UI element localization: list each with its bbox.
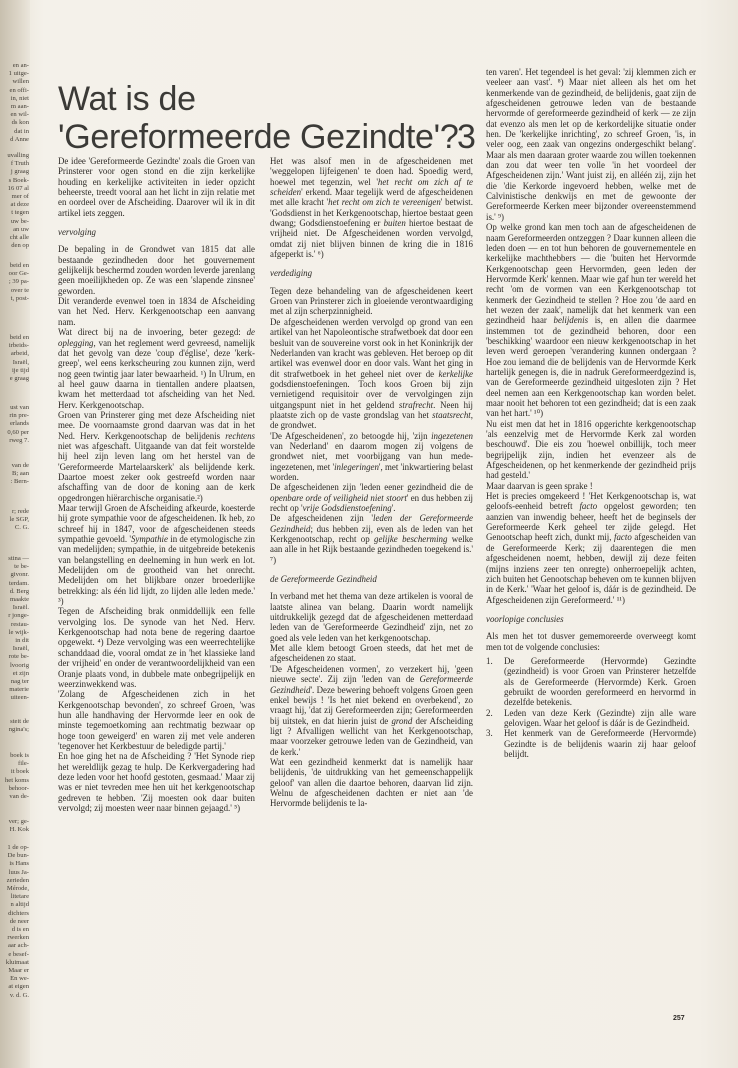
list-item: [486, 728, 696, 759]
paragraph: [270, 664, 473, 757]
paragraph: [270, 431, 473, 483]
text-run: Het is precies omgekeerd ! 'Het Kerkgenootschap is, wat geloofs-eenheid betreft: [486, 491, 696, 512]
text-run: De afgescheidenen zijn ': [270, 513, 374, 524]
text-run: 'De Afgescheidenen', zo betoogde hij, 'zijn: [270, 430, 432, 441]
paragraph: [58, 410, 255, 503]
paragraph: Nu eist men dat het in 1816 opgerichte kerkgenootschap 'als eenzelvig met de Hervormde Kerk zal worden beschouwd'. Die eis zou 'hoewel onbillijk, toch meer begrijpelijk zijn, indien het evenzeer als de Afgescheidenen, op het kenmerkende der gezindheid prijs had gesteld.': [486, 418, 696, 481]
emphasis: het recht om zich te vereenigen: [328, 197, 441, 208]
paragraph: De bepaling in de Grondwet van 1815 dat alle bestaande gezindheden door het gouvernement gelijkelijk beschermd zouden worden leverde jarenlang geen moeilijkheden op. Ze was een 'slapende zinsnee' geworden.: [58, 244, 255, 296]
text-run: ', met 'inkwartiering belast worden.: [270, 461, 473, 482]
text-run: hiertoe bestaat de vrijheid niet. De Afgescheidenen worden vervolgd, omdat zij niet blijven binnen de kring die in 1816 afgeperkt is.' ⁶): [270, 218, 473, 260]
gutter-fragment: ust van rin pre- erlands 0,60 per rweg 7.: [7, 404, 29, 444]
text-run: '.: [391, 503, 396, 513]
text-run: . Neen hij plaatste zich op de vaste grondslag van het: [270, 399, 473, 420]
text-column-2: [270, 156, 473, 809]
part-number: 3: [457, 118, 476, 156]
emphasis: rechtens: [225, 430, 255, 441]
emphasis: ingezetenen: [431, 430, 473, 441]
list-item: [486, 708, 696, 729]
emphasis: de oplegging: [58, 327, 255, 348]
gutter-fragment: stina — te be- givonr. terdam. d. Berg maakte Israël. r jonge- restau- le wijk- in dit Israël, rote be- lvoorig et zijn nag ter materie uiteen-: [8, 555, 29, 702]
section-heading: verdediging: [270, 268, 313, 279]
emphasis: inlegeringen: [334, 461, 379, 472]
text-run: Maar terwijl Groen de Afscheiding afkeurde, koesterde hij grote sympathie voor de afgescheidenen. Ik heb, zo schreef hij in 1847, voor de afgescheidenen steeds sympathie gevoeld. ': [58, 503, 255, 545]
paragraph: [58, 327, 255, 410]
emphasis: kerkelijke: [438, 368, 473, 379]
emphasis: grond: [391, 715, 413, 726]
paragraph: Als men het tot dusver gememoreerde overweegt komt men tot de volgende conclusies:: [486, 631, 696, 652]
previous-page-gutter: [0, 0, 30, 1068]
section-heading: vervolging: [58, 227, 96, 238]
text-run: niet was afgeschaft. Uitgaande van dat feit worstelde hij heel zijn leven lang om het herstel van de 'Gereformeerde Martelaarskerk' als belijdende kerk. Daartoe moest zeker ook gestreefd worden naar afschaffing van de door de koning aan de kerk opgedrongen hiërarchische organisatie.²): [58, 440, 255, 503]
text-run: , van het reglement werd gevreesd, namelijk dat het gevolg van deze 'coup d'église', deze 'kerk-greep', wel eens kerkscheuring zou kunnen zijn, werd nog geen twintig jaar later bewaarheid. ¹) In Ulrum, en al heel gauw daarna in tientallen andere plaatsen, kwam het metterdaad tot afscheiding van het Ned. Herv. Kerkgenootschap.: [58, 337, 255, 410]
paragraph: Dit veranderde evenwel toen in 1834 de Afscheiding van het Ned. Herv. Kerkgenootschap een aanvang nam.: [58, 296, 255, 327]
list-number: 1.: [486, 655, 493, 666]
emphasis: buiten: [383, 218, 406, 229]
emphasis: staatsrecht: [432, 409, 471, 420]
text-column-3: [486, 67, 696, 759]
text-run: '. Deze bewering behoeft volgens Groen geen enkel bewijs ! 'Is het niet bekend en overbekend', zo vraagt hij, 'dat zij Gereformeerden zijn; Gereformeerden bij uitstek, en dat hierin juist de: [270, 684, 473, 726]
conclusions-list: [486, 656, 696, 759]
text-run: ; dus hebben zij, even als de leden van het Kerkgenootschap, recht op: [270, 523, 473, 545]
list-text: Leden van deze Kerk (Gezindte) zijn alle ware gelovigen. Waar het geloof is dáár is de Gezindheid.: [504, 707, 696, 728]
text-run: Groen van Prinsterer ging met deze Afscheiding niet mee. De voornaamste grond daarvan was dat in het Ned. Herv. Kerkgenootschap de belijdenis: [58, 409, 255, 441]
emphasis: gelijke bescherming: [374, 534, 448, 545]
emphasis: facto: [579, 501, 598, 512]
paragraph: Tegen de Afscheiding brak onmiddellijk een felle vervolging los. De synode van het Ned. Herv. Kerkgenootschap had nota bene de regering daartoe opgewekt. ⁴) Deze vervolging was een weerrechtelijke schanddaad die, vooral omdat ze in 'het klassieke land der vrijheid' en onder de verantwoordelijkheid van een Oranje plaats vond, in dubbele mate onbegrijpelijk en weerzinwekkend was.: [58, 606, 255, 689]
gutter-fragment: r; rede le SGP, C. G.: [9, 508, 29, 532]
article-title: [58, 80, 478, 156]
article-title-line: 'Gereformeerde Gezindte'?: [58, 118, 459, 156]
gutter-fragment: steit de ngina's;: [8, 718, 29, 734]
text-run: Op welke grond kan men toch aan de afgescheidenen de naam Gereformeerden ontzeggen ? Daar kunnen alleen die leden doen — en tot hun behoren de gouvernementele en kerkelijke machthebbers — die 'buiten het Hervormde Kerkgenootschap geen Hervormden, geen leden der Hervormde Kerk' kennen. Maar wie gaf hun ter wereld het recht 'om de vormen van een Kerkgenootschap tot kenmerk der Gezindheid te stellen ? Hoe zou 'de aard en het wezen der zaak', namelijk dat het kenmerk van een gezindheid haar: [486, 222, 696, 326]
text-run: , de grondwet.: [270, 409, 473, 431]
list-text: De Gereformeerde (Hervormde) Gezindte (gezindheid) is voor Groen van Prinsterer hetzelfde als de Gereformeerde (Hervormde) Kerk. Groen gebruikt de woorden gereformeerd en hervormd in dezelfde betekenis.: [504, 655, 696, 708]
text-run: in de etymologische zin van medelijden; sympathie, in de uitgebreide betekenis van belangstelling en deelneming in hun werk en lot. Medelijden om de grootheid van het onrecht. Medelijden om het blijkbare onzer broederlijke betrekking: als één lid lijdt, zo lijden alle leden mede.' ³): [58, 534, 255, 607]
emphasis: facto: [614, 532, 632, 543]
emphasis: strafrecht: [398, 399, 434, 410]
paragraph: [58, 503, 255, 606]
text-run: ' erkend. Maar tegelijk werd de afgescheidenen met alle kracht ': [270, 187, 473, 208]
gutter-fragment: 1 de op- De bun- is Hans luus Ja- zerieden Mérode, litetare n altijd dichters de neer d is en rwerken aar ach- e besef- kluimaat Maar er En we- at eigen v. d. G.: [5, 844, 29, 999]
list-number: 3.: [486, 728, 493, 739]
text-run: Wat direct bij na de invoering, beter gezegd:: [58, 327, 247, 338]
gutter-fragment: en an- 1 uitge- willen en offi- in, niet m aan- en wil- ds kon dat in d Anne: [8, 62, 29, 143]
text-run: ' betwist. 'Godsdienst in het Kerkgenootschap, hiertoe bestaat geen dwang; Godsdienstoefening er: [270, 197, 473, 229]
text-run: De afgescheidenen werden vervolgd op grond van een artikel van het Napoleontische strafwetboek dat door een besluit van de souvereine vorst ook in het Koninkrijk der Nederlanden van kracht was gebleven. Het beroep op dit artikel was evenwel door en door vals. Want het ging in dit strafwetboek in het geheel niet over de: [270, 316, 473, 379]
paragraph: En hoe ging het na de Afscheiding ? 'Het Synode riep het wereldlijk gezag te hulp. De Kerkvergadering had deze leden voor het hoofd gestoten, gesmaad.' Maar zij was er niet tevreden mee hen uit het kerkgenootschap gedreven te hebben. 'Zij moesten ook daar buiten vervolgd; zij moesten weer naar binnen gejaagd.' ⁵): [58, 751, 255, 813]
emphasis: Sympathie: [130, 534, 168, 545]
article-title-line: Wat is de: [58, 80, 196, 118]
section-heading: de Gereformeerde Gezindheid: [270, 574, 377, 585]
paragraph: Maar daarvan is geen sprake !: [486, 480, 593, 491]
list-item: [486, 656, 696, 708]
text-run: ' en dus hebben zij recht op ': [270, 492, 473, 513]
emphasis: het recht om zich af te scheiden: [270, 176, 473, 198]
gutter-fragment: van de B; aan : Bern-: [10, 462, 29, 486]
gutter-fragment: boek is file- it boek het koms behoor- van de-: [5, 752, 29, 801]
paragraph: Met alle klem betoogt Groen steeds, dat het met de afgescheidenen zo staat.: [270, 643, 473, 664]
paragraph: Tegen deze behandeling van de afgescheidenen keert Groen van Prinsterer zich in gloeiende verontwaardiging met al zijn scherpzinnigheid.: [270, 285, 473, 317]
page-number: 257: [673, 1015, 685, 1022]
paragraph: ten varen'. Het tegendeel is het geval: 'zij klemmen zich er veeleer aan vast'. ⁸) Maar niet alleen als het om het kenmerkende van de gezindheid, de belijdenis, gaat zijn de afgescheidenen getrouwe leden van de bestaande hervormde of gereformeerde gezindheid of kerk — ze zijn dat evenzo als men let op de kerkordelijke situatie onder hen. De 'kerkelijke inrichting', zo schreef Groen, 'is, in veler oog, een zaak van ongezins ondergeschikt belang'. Maar als men daaraan groter waarde zou willen toekennen dan zou dat weer ten volle 'in het voordeel der Afgescheidenen zijn.' Want juist zij, en alléén zij, zijn het die 'die Kerkorde ingevoerd hebben, welke met de Calvinistische denkwijs en met de gewoonte der Gereformeerde Kerken meer bijzonder overeenstemmend is.' ⁹): [486, 67, 696, 222]
paragraph: [486, 222, 696, 419]
gutter-fragment: uvalling f Truth j graag s Boek- 16 07 al mer of at deze t tegen uw be- an uw cht alle den op: [7, 152, 29, 250]
gutter-fragment: ver; ge- H. Kok: [8, 818, 29, 834]
emphasis: Gereformeerde Gezindheid: [270, 674, 473, 695]
text-run: welke aan alle in het Rijk bestaande gezindheden toegekend is.' ⁷): [270, 534, 473, 565]
text-run: opgelost geworden; ten aanzien van inwendig beheer, heeft het de beginsels der Gereformeerde Kerk geheel ter zijde gelegd. Het Genootschap heeft zich, dunkt mij,: [486, 501, 696, 543]
paragraph: In verband met het thema van deze artikelen is vooral de laatste alinea van belang. Daarin wordt namelijk uitdrukkelijk gezegd dat de afgescheidenen metterdaad leden van de 'Gereformeerde Gezindheid' zijn, net zo goed als vele leden van het kerkgenootschap.: [270, 591, 473, 643]
paragraph: Wat een gezindheid kenmerkt dat is namelijk haar belijdenis, 'de uitdrukking van het gemeenschappelijk geloof' van allen die daartoe behoren, daarvan lid zijn. Welnu de afgescheidenen dachten er niet aan 'de Hervormde belijdenis te la-: [270, 756, 473, 809]
paragraph: [270, 482, 473, 513]
emphasis: vrije Godsdienstoefening: [302, 503, 392, 513]
list-number: 2.: [486, 707, 493, 718]
emphasis: belijdenis: [553, 315, 589, 326]
text-run: afgescheiden van de Gereformeerde Kerk; zij daarentegen die men afgescheidenen noemt, hebben, dewijl zij deze feiten (mijns inziens zeer ten onregte) onherroepelijk achten, zich buiten het Genootschap beheven om te kunnen blijven in de Kerk.' 'Waar het geloof is, dáár is de gezindheid. De Afgescheidenen zijn Gereformeerd.' ¹¹): [486, 532, 696, 605]
text-run: der Afscheiding ligt ? Afvalligen wellicht van het Kerkgenootschap, maar voorzeker getrouwe leden van de Gezindheid, van de kerk.': [270, 715, 473, 757]
text-run: De afgescheidenen zijn 'leden eener gezindheid die de: [270, 482, 473, 493]
section-heading: voorlopige conclusies: [486, 613, 564, 624]
gutter-fragment: beid en irbeids- arbeid, Israël, ije tijd e graag: [8, 334, 29, 383]
text-run: godsdienstoefeningen. Toch koos Groen bij zijn vernietigend requisitoir over de vervolgingen zijn uitgangspunt niet in het geldend: [270, 378, 473, 410]
paragraph: [270, 513, 473, 565]
text-run: 'De Afgescheidenen vormen', zo verzekert hij, 'geen nieuwe secte'. Zij zijn 'leden van de: [270, 663, 473, 685]
text-run: is, en allen die daarmee instemmen tot de gezindheid behoren, door een 'beschikking' waardoor een nieuw kerkgenootschap in het leven werd geroepen 'verandering kunnen ondergaan ? Hoe zou iemand die de belijdenis van de Hervormde Kerk hartelijk genegen is, die in nadruk Gereformeerdgezind is, van de Gereformeerde gezindheid uitgesloten zijn ? Het deel nemen aan een Kerkgenootschap kan worden belet. maar nooit het behoren tot een gezindheid; dat is een zaak van het hart.' ¹⁰): [486, 315, 696, 419]
gutter-fragment: beid en oor Ge- ; 39 pa- over te t, post-: [8, 262, 29, 302]
list-text: Het kenmerk van de Gereformeerde (Hervormde) Gezindte is de belijdenis waarin zij haar geloof belijdt.: [504, 728, 696, 759]
paragraph: [486, 491, 696, 605]
paragraph: [270, 156, 473, 259]
paragraph: 'Zolang de Afgescheidenen zich in het Kerkgenootschap bevonden', zo schreef Groen, 'was hun alle handhaving der Hervormde leer en ook de minste tegemoetkoming aan rechtmatig bezwaar op hoge toon geweigerd' en waren zij met vele anderen 'tegenover het Kerkbestuur de beledigde partij.': [58, 689, 255, 751]
emphasis: openbare orde of veiligheid niet stoort: [270, 492, 407, 503]
emphasis: leden der Gereformeerde Gezindheid: [270, 513, 473, 534]
intro-paragraph: De idee 'Gereformeerde Gezindte' zoals die Groen van Prinsterer voor ogen stond en die zijn kerkelijke houding en kerkelijke activiteiten in ieder opzicht beheerste, treedt vooral aan het licht in zijn relatie met en oordeel over de Afscheiding. Daarover wil ik in dit artikel iets zeggen.: [58, 156, 255, 218]
paragraph: [270, 317, 473, 431]
text-run: Het was alsof men in de afgescheidenen met 'weggelopen lijfeigenen' te doen had. Spoedig werd, hoewel met tegenzin, wel ': [270, 156, 473, 187]
text-column-1: [58, 156, 255, 813]
text-run: van Nederland' en daarom mogen zij volgens de grondwet niet, met voorbijgang van hun mede-ingezetenen, met ': [270, 440, 473, 472]
